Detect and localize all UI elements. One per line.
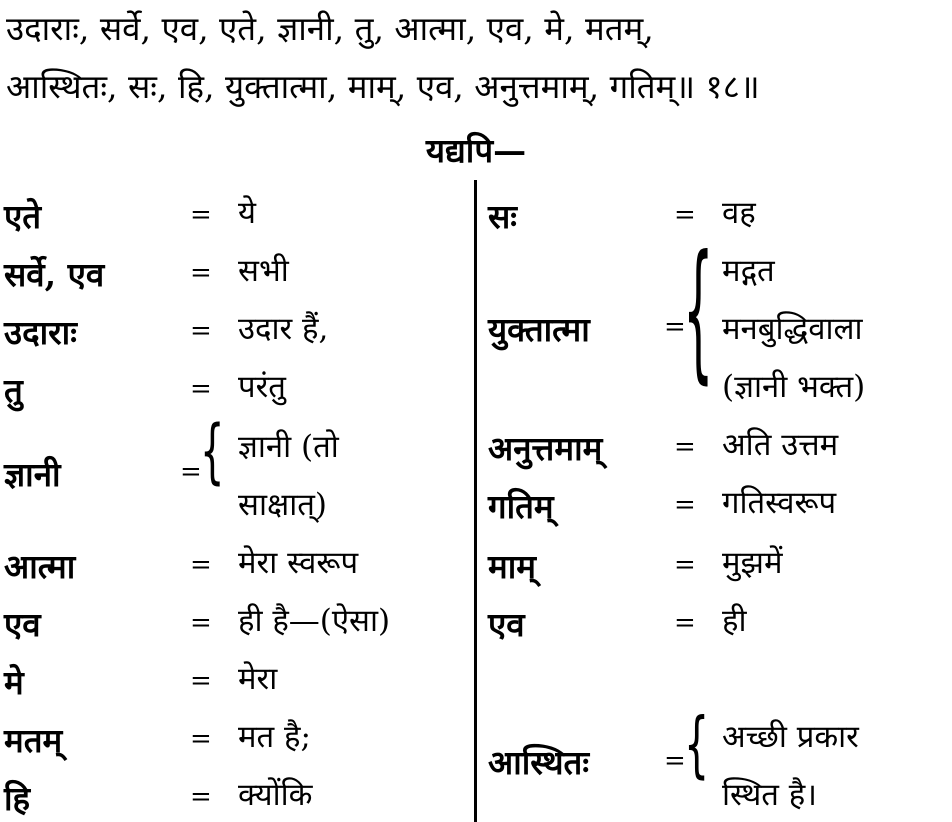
left-term-8: मतम् (4, 721, 63, 760)
left-term-6: एव (4, 605, 41, 644)
left-term-1: सर्वे, एव (4, 255, 105, 294)
left-meaning-3: परंतु (238, 369, 286, 405)
left-term-7: मे (4, 663, 24, 702)
right-meaning-6b: स्थित है। (722, 777, 818, 813)
left-equals-6: = (190, 608, 212, 638)
left-equals-3: = (190, 374, 212, 404)
left-meaning-5: मेरा स्वरूप (238, 545, 359, 581)
left-term-9: हि (4, 779, 31, 818)
right-equals-1: = (664, 312, 686, 342)
right-term-6: आस्थितः (488, 743, 590, 782)
right-equals-0: = (674, 200, 696, 230)
left-equals-0: = (190, 200, 212, 230)
right-term-2: अनुत्तमाम् (488, 429, 603, 468)
left-meaning-4a: ज्ञानी (तो (238, 429, 339, 465)
right-meaning-1b: मनबुद्धिवाला (722, 311, 863, 347)
left-meaning-2: उदार हैं, (238, 311, 329, 347)
right-meaning-0: वह (722, 195, 756, 231)
right-brace-1: { (683, 224, 714, 398)
left-meaning-6: ही है—(ऐसा) (238, 603, 391, 639)
right-meaning-4: मुझमें (722, 545, 783, 581)
right-brace-6: { (684, 702, 710, 786)
right-term-1: युक्तात्मा (488, 310, 590, 349)
right-term-4: माम् (488, 547, 537, 586)
left-equals-8: = (190, 724, 212, 754)
right-meaning-6a: अच्छी प्रकार (722, 719, 859, 755)
right-meaning-1c: (ज्ञानी भक्त) (722, 369, 866, 405)
left-meaning-7: मेरा (238, 661, 278, 697)
right-equals-5: = (674, 608, 696, 638)
right-equals-6: = (664, 746, 686, 776)
left-equals-2: = (190, 316, 212, 346)
right-equals-3: = (674, 490, 696, 520)
verse-line-1: उदाराः, सर्वे, एव, एते, ज्ञानी, तु, आत्मा, एव, मे, मतम्, (6, 9, 654, 48)
section-heading: यद्यपि— (425, 131, 527, 170)
left-equals-9: = (190, 782, 212, 812)
left-term-0: एते (4, 197, 42, 236)
right-term-5: एव (488, 605, 525, 644)
left-term-3: तु (4, 371, 23, 410)
left-meaning-9: क्योंकि (238, 777, 313, 813)
left-equals-4: = (180, 457, 202, 487)
verse-line-2: आस्थितः, सः, हि, युक्तात्मा, माम्, एव, अनुत्तमाम्, गतिम्॥ १८॥ (6, 67, 760, 106)
left-term-4: ज्ञानी (4, 455, 61, 494)
right-equals-4: = (674, 550, 696, 580)
right-term-0: सः (488, 197, 517, 236)
left-brace-4: { (200, 410, 225, 492)
left-meaning-1: सभी (238, 253, 289, 289)
left-equals-1: = (190, 258, 212, 288)
left-term-5: आत्मा (4, 547, 76, 586)
right-meaning-1a: मद्गत (722, 253, 775, 289)
left-term-2: उदाराः (4, 313, 77, 352)
left-meaning-8: मत है; (238, 719, 311, 755)
left-meaning-0: ये (238, 195, 256, 231)
right-equals-2: = (674, 432, 696, 462)
column-divider (474, 180, 477, 822)
left-equals-7: = (190, 666, 212, 696)
right-meaning-2: अति उत्तम (722, 427, 839, 463)
right-term-3: गतिम् (488, 487, 554, 526)
left-equals-5: = (190, 550, 212, 580)
right-meaning-3: गतिस्वरूप (722, 485, 837, 521)
right-meaning-5: ही (722, 603, 747, 639)
left-meaning-4b: साक्षात्) (238, 487, 328, 523)
